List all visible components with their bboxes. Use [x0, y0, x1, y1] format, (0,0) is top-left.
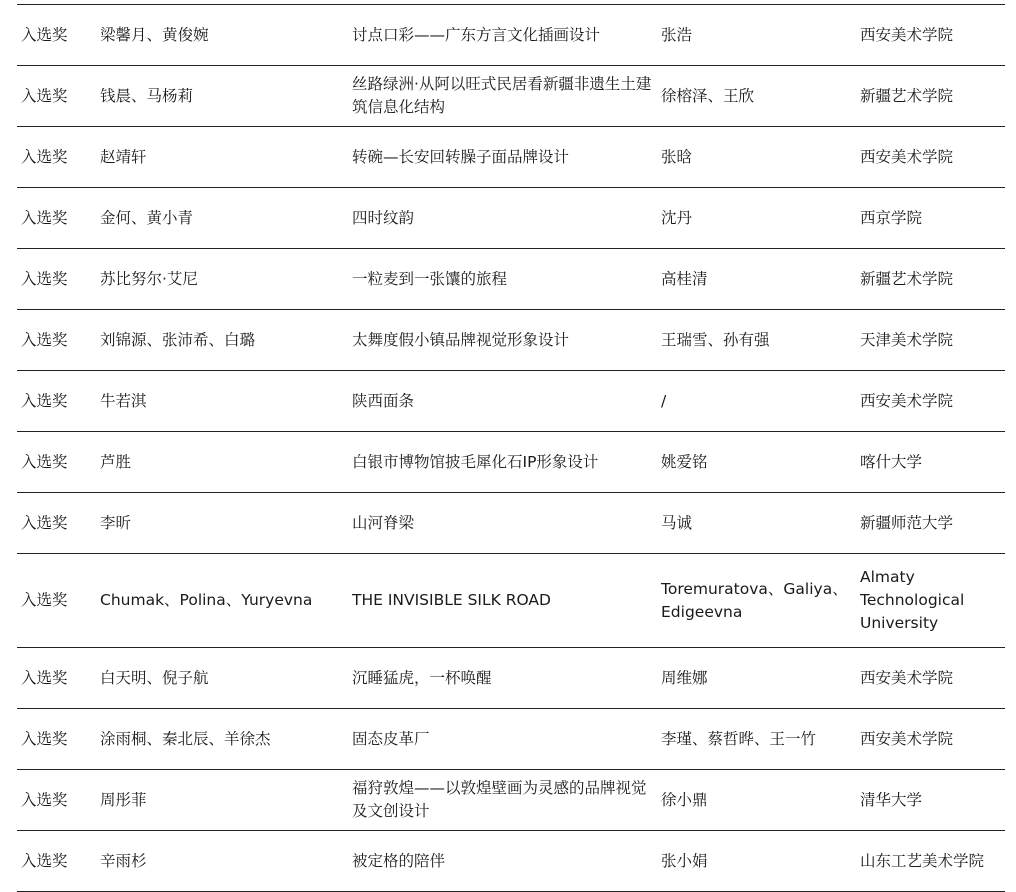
- institution-cell: 喀什大学: [860, 452, 923, 471]
- authors-cell: 刘锦源、张沛希、白璐: [100, 330, 256, 349]
- title-cell: 讨点口彩——广东方言文化插画设计: [352, 25, 601, 44]
- advisor-cell: 沈丹: [661, 208, 693, 227]
- title-cell: 陕西面条: [352, 391, 415, 410]
- award-cell: 入选奖: [21, 513, 68, 532]
- authors-cell: 苏比努尔·艾尼: [100, 269, 198, 288]
- authors-cell: Chumak、Polina、Yuryevna: [100, 591, 313, 609]
- table-row: [17, 770, 1005, 831]
- institution-cell: 新疆师范大学: [860, 513, 954, 532]
- institution-cell: 西安美术学院: [860, 147, 954, 166]
- award-table-container: [17, 4, 1001, 892]
- advisor-cell: 王瑞雪、孙有强: [661, 330, 770, 349]
- authors-cell: 白天明、倪子航: [100, 668, 209, 687]
- institution-cell: 天津美术学院: [860, 330, 954, 349]
- table-row: [17, 5, 1005, 66]
- title-cell: THE INVISIBLE SILK ROAD: [352, 591, 551, 609]
- advisor-cell: 张晗: [661, 147, 693, 166]
- authors-cell: 牛若淇: [100, 391, 147, 410]
- award-cell: 入选奖: [21, 208, 68, 227]
- advisor-cell: 马诚: [661, 513, 693, 532]
- institution-cell: 西安美术学院: [860, 25, 954, 44]
- award-cell: 入选奖: [21, 851, 68, 870]
- title-cell: 被定格的陪伴: [352, 851, 446, 870]
- advisor-cell: 姚爱铭: [661, 452, 708, 471]
- award-cell: 入选奖: [21, 86, 68, 105]
- advisor-cell: 徐榕泽、王欣: [661, 86, 755, 105]
- title-cell: 太舞度假小镇品牌视觉形象设计: [352, 330, 570, 349]
- title-cell: 转碗—长安回转臊子面品牌设计: [352, 147, 570, 166]
- advisor-cell: 张小娟: [661, 851, 708, 870]
- award-cell: 入选奖: [21, 391, 68, 410]
- authors-cell: 钱晨、马杨莉: [100, 86, 194, 105]
- advisor-cell: 徐小鼎: [661, 790, 708, 809]
- table-row: [17, 66, 1005, 127]
- institution-cell: 清华大学: [860, 790, 923, 809]
- table-row: [17, 127, 1005, 188]
- award-cell: 入选奖: [21, 147, 68, 166]
- table-row: [17, 249, 1005, 310]
- award-cell: 入选奖: [21, 269, 68, 288]
- award-cell: 入选奖: [21, 729, 68, 748]
- advisor-cell: 高桂清: [661, 269, 708, 288]
- award-cell: 入选奖: [21, 668, 68, 687]
- title-cell: 四时纹韵: [352, 208, 415, 227]
- award-cell: 入选奖: [21, 452, 68, 471]
- table-row: [17, 709, 1005, 770]
- table-row: [17, 432, 1005, 493]
- institution-cell: 新疆艺术学院: [860, 86, 954, 105]
- table-row: [17, 310, 1005, 371]
- institution-cell: 新疆艺术学院: [860, 269, 954, 288]
- authors-cell: 金何、黄小青: [100, 208, 194, 227]
- authors-cell: 芦胜: [100, 452, 132, 471]
- table-row: [17, 648, 1005, 709]
- title-cell: 沉睡猛虎，一杯唤醒: [352, 668, 492, 687]
- title-cell: 固态皮革厂: [352, 729, 430, 748]
- authors-cell: 辛雨杉: [100, 851, 147, 870]
- title-cell: 福狩敦煌——以敦煌壁画为灵感的品牌视觉及文创设计: [352, 779, 647, 820]
- authors-cell: 涂雨桐、秦北辰、羊徐杰: [100, 729, 271, 748]
- title-cell: 丝路绿洲·从阿以旺式民居看新疆非遗生土建筑信息化结构: [352, 75, 652, 116]
- institution-cell: 西安美术学院: [860, 391, 954, 410]
- title-cell: 白银市博物馆披毛犀化石IP形象设计: [352, 452, 599, 471]
- award-table: [17, 4, 1005, 892]
- award-cell: 入选奖: [21, 25, 68, 44]
- advisor-cell: 周维娜: [661, 668, 708, 687]
- table-row: [17, 371, 1005, 432]
- authors-cell: 周彤菲: [100, 790, 147, 809]
- institution-cell: 西安美术学院: [860, 668, 954, 687]
- award-cell: 入选奖: [21, 790, 68, 809]
- table-row: [17, 831, 1005, 892]
- award-cell: 入选奖: [21, 591, 68, 609]
- institution-cell: 西京学院: [860, 208, 923, 227]
- table-row: [17, 188, 1005, 249]
- institution-cell: 西安美术学院: [860, 729, 954, 748]
- advisor-cell: 张浩: [661, 25, 693, 44]
- institution-cell: Almaty Technological University: [860, 568, 965, 632]
- table-row: [17, 554, 1005, 648]
- authors-cell: 赵靖轩: [100, 147, 147, 166]
- advisor-cell: Toremuratova、Galiya、Edigeevna: [661, 579, 848, 621]
- title-cell: 一粒麦到一张馕的旅程: [352, 269, 508, 288]
- advisor-cell: 李瑾、蔡哲晔、王一竹: [661, 729, 817, 748]
- authors-cell: 李昕: [100, 513, 132, 532]
- authors-cell: 梁馨月、黄俊婉: [100, 25, 209, 44]
- table-row: [17, 493, 1005, 554]
- title-cell: 山河脊梁: [352, 513, 415, 532]
- award-cell: 入选奖: [21, 330, 68, 349]
- institution-cell: 山东工艺美术学院: [860, 851, 985, 870]
- advisor-cell: /: [661, 391, 667, 410]
